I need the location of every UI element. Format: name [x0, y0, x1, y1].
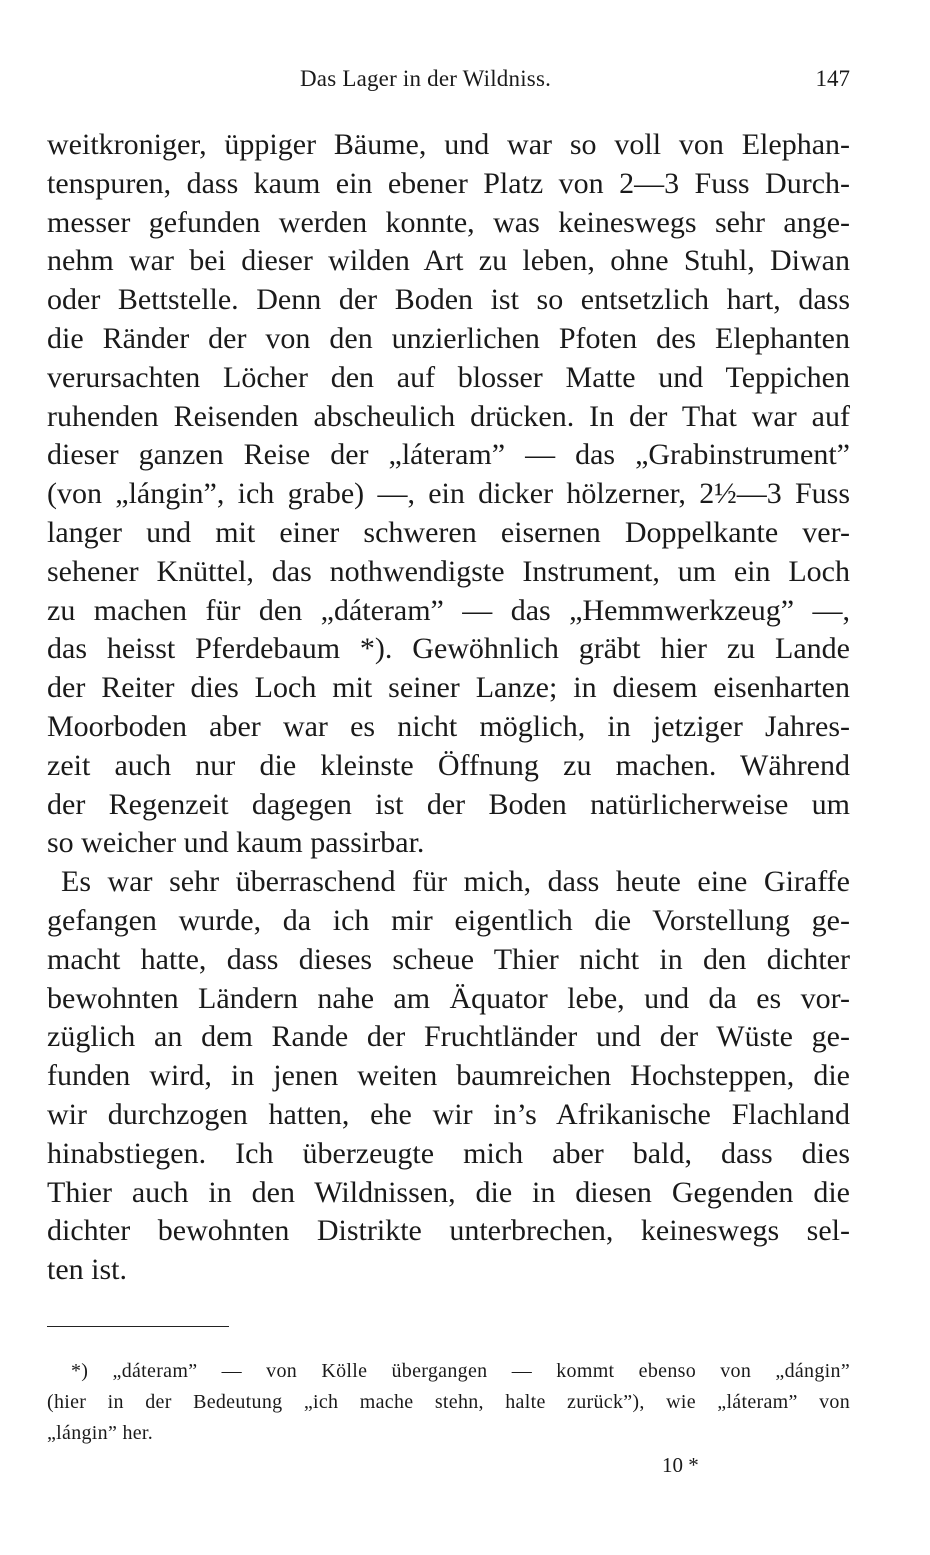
text-line: Thier auch in den Wildnissen, die in diesen Gegenden die: [47, 1175, 850, 1209]
text-line: hinabstiegen. Ich überzeugte mich aber bald, dass dies: [47, 1136, 850, 1170]
paragraph-start-line: Es war sehr überraschend für mich, dass heute eine Giraffe: [61, 865, 850, 899]
running-head: [0, 66, 930, 106]
text-line: zeit auch nur die kleinste Öffnung zu machen. Während: [47, 748, 850, 782]
text-line: dieser ganzen Reise der „láteram” — das „Grabinstrument”: [47, 438, 850, 472]
text-line: oder Bettstelle. Denn der Boden ist so entsetzlich hart, dass: [47, 283, 850, 317]
text-line: Moorboden aber war es nicht möglich, in jetziger Jahres-: [47, 709, 850, 743]
text-line: verursachten Löcher den auf blosser Matte und Teppichen: [47, 360, 850, 394]
page-number: 147: [815, 66, 850, 91]
footnote: [47, 1356, 850, 1449]
footnote-line: (hier in der Bedeutung „ich mache stehn, halte zurück”), wie „láteram” von: [47, 1391, 850, 1413]
text-line: funden wird, in jenen weiten baumreichen Hochsteppen, die: [47, 1059, 850, 1093]
text-line: langer und mit einer schweren eisernen Doppelkante ver-: [47, 515, 850, 549]
footnote-line: *) „dáteram” — von Kölle übergangen — kommt ebenso von „dángin”: [71, 1360, 850, 1382]
text-line: messer gefunden werden konnte, was keineswegs sehr ange-: [47, 205, 850, 239]
text-line: das heisst Pferdebaum *). Gewöhnlich gräbt hier zu Lande: [47, 632, 850, 666]
text-line: (von „lángin”, ich grabe) —, ein dicker hölzerner, 2½—3 Fuss: [47, 477, 850, 511]
footnote-line: „lángin” her.: [47, 1422, 154, 1444]
text-line: macht hatte, dass dieses scheue Thier nicht in den dichter: [47, 942, 850, 976]
text-line: ruhenden Reisenden abscheulich drücken. In der That war auf: [47, 399, 850, 433]
running-title: Das Lager in der Wildniss.: [300, 66, 552, 91]
footnote-rule: [47, 1326, 229, 1327]
text-line: der Regenzeit dagegen ist der Boden natürlicherweise um: [47, 787, 850, 821]
text-line: zu machen für den „dáteram” — das „Hemmwerkzeug” —,: [47, 593, 850, 627]
text-line: bewohnten Ländern nahe am Äquator lebe, und da es vor-: [47, 981, 850, 1015]
text-line: weitkroniger, üppiger Bäume, und war so voll von Elephan-: [47, 128, 850, 161]
text-line: ten ist.: [47, 1253, 127, 1287]
text-line: tenspuren, dass kaum ein ebener Platz von 2—3 Fuss Durch-: [47, 166, 850, 200]
text-line: züglich an dem Rande der Fruchtländer und der Wüste ge-: [47, 1020, 850, 1054]
text-line: wir durchzogen hatten, ehe wir in’s Afrikanische Flachland: [47, 1097, 850, 1131]
text-line: nehm war bei dieser wilden Art zu leben, ohne Stuhl, Diwan: [47, 244, 850, 278]
text-line: sehener Knüttel, das nothwendigste Instrument, um ein Loch: [47, 554, 850, 588]
text-line: so weicher und kaum passirbar.: [47, 826, 425, 860]
text-line: die Ränder der von den unzierlichen Pfoten des Elephanten: [47, 321, 850, 355]
text-line: dichter bewohnten Distrikte unterbrechen, keineswegs sel-: [47, 1214, 850, 1248]
body-text: [47, 126, 850, 1290]
text-line: der Reiter dies Loch mit seiner Lanze; in diesem eisenharten: [47, 671, 850, 705]
text-line: gefangen wurde, da ich mir eigentlich die Vorstellung ge-: [47, 903, 850, 937]
signature-mark: 10 *: [662, 1453, 699, 1477]
